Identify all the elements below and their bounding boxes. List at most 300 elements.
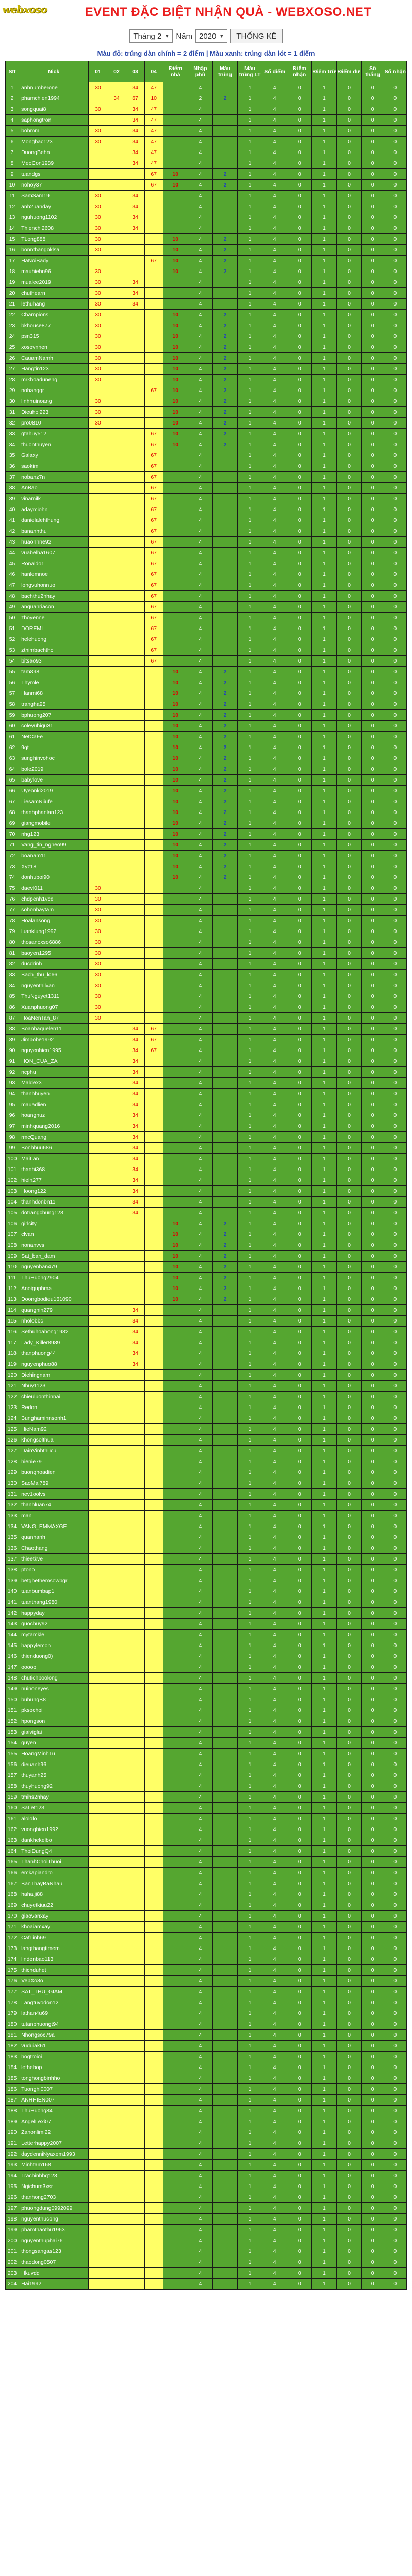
nick-cell[interactable]: adaymiohn [19,504,89,515]
nick-cell[interactable]: daevl011 [19,883,89,894]
nick-cell[interactable]: Ronaldo1 [19,558,89,569]
nick-cell[interactable]: huaonhne92 [19,537,89,548]
nick-cell[interactable]: hanlemnoe [19,569,89,580]
nick-cell[interactable]: coleyuhiqu31 [19,721,89,732]
nick-cell[interactable]: thongsangas123 [19,2246,89,2257]
table-cell: 4 [188,1597,212,1608]
nick-cell[interactable]: TLong888 [19,234,89,245]
nick-cell[interactable]: Mongbac123 [19,137,89,147]
table-cell: 4 [188,1575,212,1586]
table-cell [126,916,144,926]
table-cell: 4 [262,1337,287,1348]
table-cell: 4 [262,840,287,851]
table-cell: 4 [188,1911,212,1922]
table-cell [144,1413,163,1424]
table-cell: 1 [312,439,337,450]
nick-cell[interactable]: baoyen1295 [19,948,89,959]
table-cell [126,450,144,461]
nick-cell[interactable]: mrkhoaduneng [19,375,89,385]
nick-cell[interactable]: tutanphuongt94 [19,2019,89,2030]
nick-cell[interactable]: nguyenthuphai76 [19,2235,89,2246]
table-cell: 50 [6,613,19,623]
nick-cell[interactable]: tuanbumbap1 [19,1586,89,1597]
table-row [6,1240,407,1251]
nick-cell[interactable]: phuongdung0992099 [19,2203,89,2214]
nick-cell[interactable]: bananhthu [19,526,89,537]
nick-cell[interactable]: trangha95 [19,699,89,710]
nick-cell[interactable]: HoangMinhTu [19,1749,89,1759]
nick-cell[interactable]: Sat_ban_dam [19,1251,89,1262]
table-cell [107,1478,126,1489]
nick-cell[interactable]: nhg123 [19,829,89,840]
table-cell: 195 [6,2181,19,2192]
table-cell: 0 [384,1056,406,1067]
nick-cell[interactable]: zthimbachtho [19,645,89,656]
table-cell: 156 [6,1759,19,1770]
nick-cell[interactable]: ANHHIEN007 [19,2095,89,2106]
nick-cell[interactable]: Redon [19,1402,89,1413]
nick-cell[interactable]: thaodong0507 [19,2257,89,2268]
nick-cell[interactable]: happyday [19,1608,89,1619]
nick-cell[interactable]: lathan4u69 [19,2008,89,2019]
nick-cell[interactable]: nohoy37 [19,180,89,191]
nick-cell[interactable]: nguyenhien1995 [19,1045,89,1056]
nick-cell[interactable]: pro0810 [19,418,89,429]
nick-cell[interactable]: ThanhChoiThuoi [19,1857,89,1868]
nick-cell[interactable]: boanam11 [19,851,89,861]
table-row [6,1283,407,1294]
nick-cell[interactable]: ThuHuong84 [19,2106,89,2116]
table-cell [107,1456,126,1467]
nick-cell[interactable]: Lady_Killer8989 [19,1337,89,1348]
nick-cell[interactable]: thienduong0) [19,1651,89,1662]
nick-cell[interactable]: nholobbc [19,1316,89,1327]
nick-cell[interactable]: nonanvvs [19,1240,89,1251]
nick-cell[interactable]: hieln277 [19,1175,89,1186]
nick-cell[interactable]: chutichboolong [19,1673,89,1684]
table-cell: 11 [6,191,19,201]
table-cell [126,1770,144,1781]
nick-cell[interactable]: Maldex3 [19,1078,89,1089]
nick-cell[interactable]: ncphu [19,1067,89,1078]
nick-cell[interactable]: sunghinvohoc [19,753,89,764]
nick-cell[interactable]: SamSam19 [19,191,89,201]
nick-cell[interactable]: longvuhonnuo [19,580,89,591]
table-cell: 0 [337,818,361,829]
nick-cell[interactable]: quangnin279 [19,1305,89,1316]
nick-cell[interactable]: anhnumberone [19,82,89,93]
nick-cell[interactable]: Anoiguphma [19,1283,89,1294]
nick-cell[interactable]: 9qt [19,742,89,753]
nick-cell[interactable]: emkapiandro [19,1868,89,1878]
table-cell: 10 [163,1283,188,1294]
table-cell: 0 [361,1218,384,1229]
table-cell: 141 [6,1597,19,1608]
nick-cell[interactable]: nohangqr [19,385,89,396]
nick-cell[interactable]: Trachinhhq123 [19,2171,89,2181]
nick-cell[interactable]: xosovnnen [19,342,89,353]
nick-cell[interactable]: chieuluonthinnai [19,1392,89,1402]
nick-cell[interactable]: giaovanxay [19,1911,89,1922]
nick-cell[interactable]: hoangnuz [19,1110,89,1121]
table-cell [163,1997,188,2008]
month-select[interactable] [129,29,173,43]
table-cell: 1 [238,1283,262,1294]
nick-cell[interactable]: alololo [19,1814,89,1824]
nick-cell[interactable]: CauamNamh [19,353,89,364]
table-cell: 0 [384,1024,406,1035]
table-cell: 0 [337,115,361,126]
nick-cell[interactable]: Champions [19,310,89,320]
nick-cell[interactable]: SaLet123 [19,1803,89,1814]
nick-cell[interactable]: thanhi368 [19,1164,89,1175]
nick-cell[interactable]: bphuong207 [19,710,89,721]
table-cell: 199 [6,2225,19,2235]
nick-cell[interactable]: guyen [19,1738,89,1749]
nick-cell[interactable]: MeoCon1989 [19,158,89,169]
nick-cell[interactable]: vuonghien1992 [19,1824,89,1835]
nick-cell[interactable]: helehuong [19,634,89,645]
nick-cell[interactable]: khongsolthua [19,1435,89,1446]
table-cell: 0 [361,699,384,710]
table-cell: 30 [89,212,107,223]
nick-cell[interactable]: ThuHuong2904 [19,1273,89,1283]
table-cell [126,1294,144,1305]
nick-cell[interactable]: Hai1992 [19,2279,89,2290]
nick-cell[interactable]: rmcQuang [19,1132,89,1143]
nick-cell[interactable]: thuyanh25 [19,1770,89,1781]
table-cell [126,894,144,905]
table-cell: 10 [163,396,188,407]
statistics-button[interactable]: THỐNG KÊ [230,29,282,43]
nick-cell[interactable]: thanhhuyen [19,1089,89,1099]
nick-cell[interactable]: Uyeonki2019 [19,786,89,796]
nick-cell[interactable]: nguhuong1102 [19,212,89,223]
nick-cell[interactable]: Galaxy [19,450,89,461]
nick-cell[interactable]: vuduiak61 [19,2041,89,2052]
table-cell: 0 [361,894,384,905]
nick-cell[interactable]: Bach_thu_lo66 [19,970,89,980]
nick-cell[interactable]: hienie79 [19,1456,89,1467]
nick-cell[interactable]: thosanoxso6886 [19,937,89,948]
nick-cell[interactable]: anquanriacon [19,602,89,613]
table-cell: 164 [6,1846,19,1857]
nick-cell[interactable]: saokim [19,461,89,472]
table-cell: 4 [262,320,287,331]
nick-cell[interactable]: mualee2019 [19,277,89,288]
nick-cell[interactable]: linhhuinoang [19,396,89,407]
table-cell: 1 [238,613,262,623]
nick-cell[interactable]: buhungB8 [19,1694,89,1705]
nick-cell[interactable]: Hoalansong [19,916,89,926]
table-cell: 1 [238,504,262,515]
nick-cell[interactable]: DOREMI [19,623,89,634]
nick-cell[interactable]: thuyhuong92 [19,1781,89,1792]
table-cell [212,1965,237,1976]
nick-cell[interactable]: thichduhet [19,1965,89,1976]
nick-cell[interactable]: tuanthang1980 [19,1597,89,1608]
table-cell: 14 [6,223,19,234]
nick-cell[interactable]: vinamilk [19,494,89,504]
nick-cell[interactable]: Doongbodieu161090 [19,1294,89,1305]
table-cell: 83 [6,970,19,980]
nick-cell[interactable]: clvan [19,1229,89,1240]
nick-cell[interactable]: AngelLexi07 [19,2116,89,2127]
table-cell [212,2160,237,2171]
nick-cell[interactable]: HaNoiBady [19,256,89,266]
table-cell: 44 [6,548,19,558]
table-cell: 4 [188,634,212,645]
nick-cell[interactable]: langthangtimem [19,1943,89,1954]
nick-cell[interactable]: daydenniNyaxem1993 [19,2149,89,2160]
nick-cell[interactable]: Sethuhoahong1982 [19,1327,89,1337]
nick-cell[interactable]: dankhekelbo [19,1835,89,1846]
nick-cell[interactable]: tmihs2nhay [19,1792,89,1803]
nick-cell[interactable]: lindenbao113 [19,1954,89,1965]
nick-cell[interactable]: mytamkle [19,1630,89,1640]
nick-cell[interactable]: Nhongsoc79a [19,2030,89,2041]
nick-cell[interactable]: bole2019 [19,764,89,775]
table-cell: 0 [337,916,361,926]
nick-cell[interactable]: quochuy92 [19,1619,89,1630]
nick-cell[interactable]: nguyenthucong [19,2214,89,2225]
table-cell: 4 [188,1803,212,1814]
nick-cell[interactable]: CafLinh69 [19,1933,89,1943]
table-cell: 1 [238,1597,262,1608]
nick-cell[interactable]: lethebop [19,2062,89,2073]
table-cell: 10 [163,439,188,450]
nick-cell[interactable]: thuonthuyen [19,439,89,450]
nick-cell[interactable]: luanklung1992 [19,926,89,937]
nick-cell[interactable]: Jimbobe1992 [19,1035,89,1045]
table-cell: 4 [262,872,287,883]
nick-cell[interactable]: dotrangchung123 [19,1208,89,1218]
table-cell: 151 [6,1705,19,1716]
nick-cell[interactable]: zhoyenne [19,613,89,623]
nick-cell[interactable]: Hkuvdd [19,2268,89,2279]
table-cell: 0 [361,1673,384,1684]
nick-cell[interactable]: Bonhhuu686 [19,1143,89,1154]
nick-cell[interactable]: pksochoi [19,1705,89,1716]
nick-cell[interactable]: bonnthangoklsa [19,245,89,256]
table-cell: 0 [287,937,312,948]
table-cell: 0 [361,158,384,169]
nick-cell[interactable]: mauhiebn96 [19,266,89,277]
table-cell: 0 [384,1987,406,1997]
nick-cell[interactable]: giaiviglai [19,1727,89,1738]
table-row [6,1749,407,1759]
nick-cell[interactable]: tonghongbinhho [19,2073,89,2084]
nick-cell[interactable]: HON_CUA_ZA [19,1056,89,1067]
table-cell [144,688,163,699]
table-row [6,548,407,558]
table-cell [107,1035,126,1045]
nick-cell[interactable]: ptono [19,1565,89,1575]
nick-cell[interactable]: ducdrinh [19,959,89,970]
table-cell: 0 [287,1716,312,1727]
nick-cell[interactable]: Tuonghi0007 [19,2084,89,2095]
nick-cell[interactable]: minhquang2016 [19,1121,89,1132]
nick-cell[interactable]: Bunghaminnsonh1 [19,1413,89,1424]
table-cell: 0 [287,645,312,656]
table-cell: 0 [287,1305,312,1316]
nick-cell[interactable]: nobanz7n [19,472,89,483]
nick-cell[interactable]: bobmm [19,126,89,137]
nick-cell[interactable]: hpongson [19,1716,89,1727]
nick-cell[interactable]: HieNam92 [19,1424,89,1435]
nick-cell[interactable]: MaiLan [19,1154,89,1164]
table-cell: 0 [287,1381,312,1392]
nick-cell[interactable]: nev1oolvs [19,1489,89,1500]
nick-cell[interactable]: khoaiamxay [19,1922,89,1933]
table-cell: 0 [287,526,312,537]
table-cell: 4 [188,840,212,851]
nick-cell[interactable]: bkhouse877 [19,320,89,331]
table-cell: 0 [361,504,384,515]
nick-cell[interactable]: songquai8 [19,104,89,115]
nick-cell[interactable]: thanhdonbn11 [19,1197,89,1208]
nick-cell[interactable]: thanphuong44 [19,1348,89,1359]
table-cell: 96 [6,1110,19,1121]
table-cell: 4 [188,1435,212,1446]
nick-cell[interactable]: Thymle [19,677,89,688]
nick-cell[interactable]: Thienchi2608 [19,223,89,234]
nick-cell[interactable]: Letterhappy2007 [19,2138,89,2149]
table-cell: 8 [6,158,19,169]
nick-cell[interactable]: DainVinhthucu [19,1446,89,1456]
nick-cell[interactable]: Chaothang [19,1543,89,1554]
nick-cell[interactable]: phamchien1994 [19,93,89,104]
table-cell [107,418,126,429]
table-cell: 1 [312,158,337,169]
nick-cell[interactable]: Hanmi68 [19,688,89,699]
nick-cell[interactable]: tuandgs [19,169,89,180]
table-cell: 2 [212,1251,237,1262]
nick-cell[interactable]: VANG_EMMAXGE [19,1521,89,1532]
nick-cell[interactable]: LiesamNiiufe [19,796,89,807]
nick-cell[interactable]: buonghoadien [19,1467,89,1478]
nick-cell[interactable]: Langtuvodon12 [19,1997,89,2008]
table-cell: 0 [361,212,384,223]
nick-cell[interactable]: chdpenh1vce [19,894,89,905]
nick-cell[interactable]: donhuboi90 [19,872,89,883]
nick-cell[interactable]: ooooo [19,1662,89,1673]
nick-cell[interactable]: Hangtin123 [19,364,89,375]
nick-cell[interactable]: ThoiDungQ4 [19,1846,89,1857]
nick-cell[interactable]: Ngichum3xsr [19,2181,89,2192]
nick-cell[interactable]: thanhluan74 [19,1500,89,1511]
nick-cell[interactable]: NetCaFe [19,732,89,742]
nick-cell[interactable]: danielalehthung [19,515,89,526]
nick-cell[interactable]: tam898 [19,667,89,677]
leaderboard-table [5,61,407,2290]
nick-cell[interactable]: nuinoneyes [19,1684,89,1694]
nick-cell[interactable]: hahaiji88 [19,1889,89,1900]
site-logo[interactable]: webxoso [2,3,47,15]
nick-cell[interactable]: Boanhaquelen11 [19,1024,89,1035]
nick-cell[interactable]: SAT_THU_GIAM [19,1987,89,1997]
nick-cell[interactable]: psn315 [19,331,89,342]
nick-cell[interactable]: AnBao [19,483,89,494]
nick-cell[interactable]: Diehingnam [19,1370,89,1381]
table-cell: 4 [262,948,287,959]
nick-cell[interactable]: anh2uanday [19,201,89,212]
table-cell: 200 [6,2235,19,2246]
nick-cell[interactable]: vuabelha1607 [19,548,89,558]
nick-cell[interactable]: Xuanphuong07 [19,1002,89,1013]
table-cell [89,1381,107,1392]
nick-cell[interactable]: happylemon [19,1640,89,1651]
nick-cell[interactable]: thanhong2703 [19,2192,89,2203]
nick-cell[interactable]: thanhphanlan123 [19,807,89,818]
nick-cell[interactable]: man [19,1511,89,1521]
nick-cell[interactable]: Vang_tin_ngheo99 [19,840,89,851]
table-cell: 0 [384,548,406,558]
table-cell [163,1619,188,1630]
nick-cell[interactable]: dieuanh96 [19,1759,89,1770]
nick-cell[interactable]: gtahuy512 [19,429,89,439]
nick-cell[interactable]: chuthearn [19,288,89,299]
nick-cell[interactable]: saphongtron [19,115,89,126]
nick-cell[interactable]: nguyenhan479 [19,1262,89,1273]
nick-cell[interactable]: Hoong122 [19,1186,89,1197]
column-header: Số điểm [262,61,287,82]
nick-cell[interactable]: girlcity [19,1218,89,1229]
table-cell [89,1868,107,1878]
nick-cell[interactable]: HoaNenTan_87 [19,1013,89,1024]
nick-cell[interactable]: VepXo3o [19,1976,89,1987]
table-cell [107,1987,126,1997]
nick-cell[interactable]: Xyz18 [19,861,89,872]
table-cell: 0 [384,558,406,569]
nick-cell[interactable]: phamthaothu1963 [19,2225,89,2235]
nick-cell[interactable]: Dieuhoi223 [19,407,89,418]
nick-cell[interactable]: quanhanh [19,1532,89,1543]
nick-cell[interactable]: nguyenphuo88 [19,1359,89,1370]
table-cell: 1 [238,1803,262,1814]
nick-cell[interactable]: chuyetkiuu22 [19,1900,89,1911]
nick-cell[interactable]: betghethemsowbgr [19,1575,89,1586]
nick-cell[interactable]: bitsao93 [19,656,89,667]
table-cell: 0 [361,385,384,396]
table-cell: 2 [212,375,237,385]
nick-cell[interactable]: ThuNguyet1311 [19,991,89,1002]
table-cell [107,818,126,829]
nick-cell[interactable]: babylove [19,775,89,786]
nick-cell[interactable]: SaoMai789 [19,1478,89,1489]
nick-cell[interactable]: hogtroioi [19,2052,89,2062]
nick-cell[interactable]: giangmobile [19,818,89,829]
table-cell: 4 [262,256,287,266]
table-cell: 0 [361,548,384,558]
nick-cell[interactable]: nguyenthilvan [19,980,89,991]
table-cell: 0 [337,1305,361,1316]
table-cell: 0 [384,331,406,342]
nick-cell[interactable]: Minhtam168 [19,2160,89,2171]
nick-cell[interactable]: BanThayBaNhau [19,1878,89,1889]
nick-cell[interactable]: sohonhaytam [19,905,89,916]
nick-cell[interactable]: lethuhang [19,299,89,310]
table-cell: 0 [337,2225,361,2235]
nick-cell[interactable]: Zanonlimi22 [19,2127,89,2138]
nick-cell[interactable]: bachthu2nhay [19,591,89,602]
nick-cell[interactable]: mauadlien [19,1099,89,1110]
nick-cell[interactable]: DuongBehn [19,147,89,158]
nick-cell[interactable]: Nhuy1123 [19,1381,89,1392]
table-cell: 0 [361,1554,384,1565]
nick-cell[interactable]: thieetkve [19,1554,89,1565]
year-select[interactable] [195,29,227,43]
